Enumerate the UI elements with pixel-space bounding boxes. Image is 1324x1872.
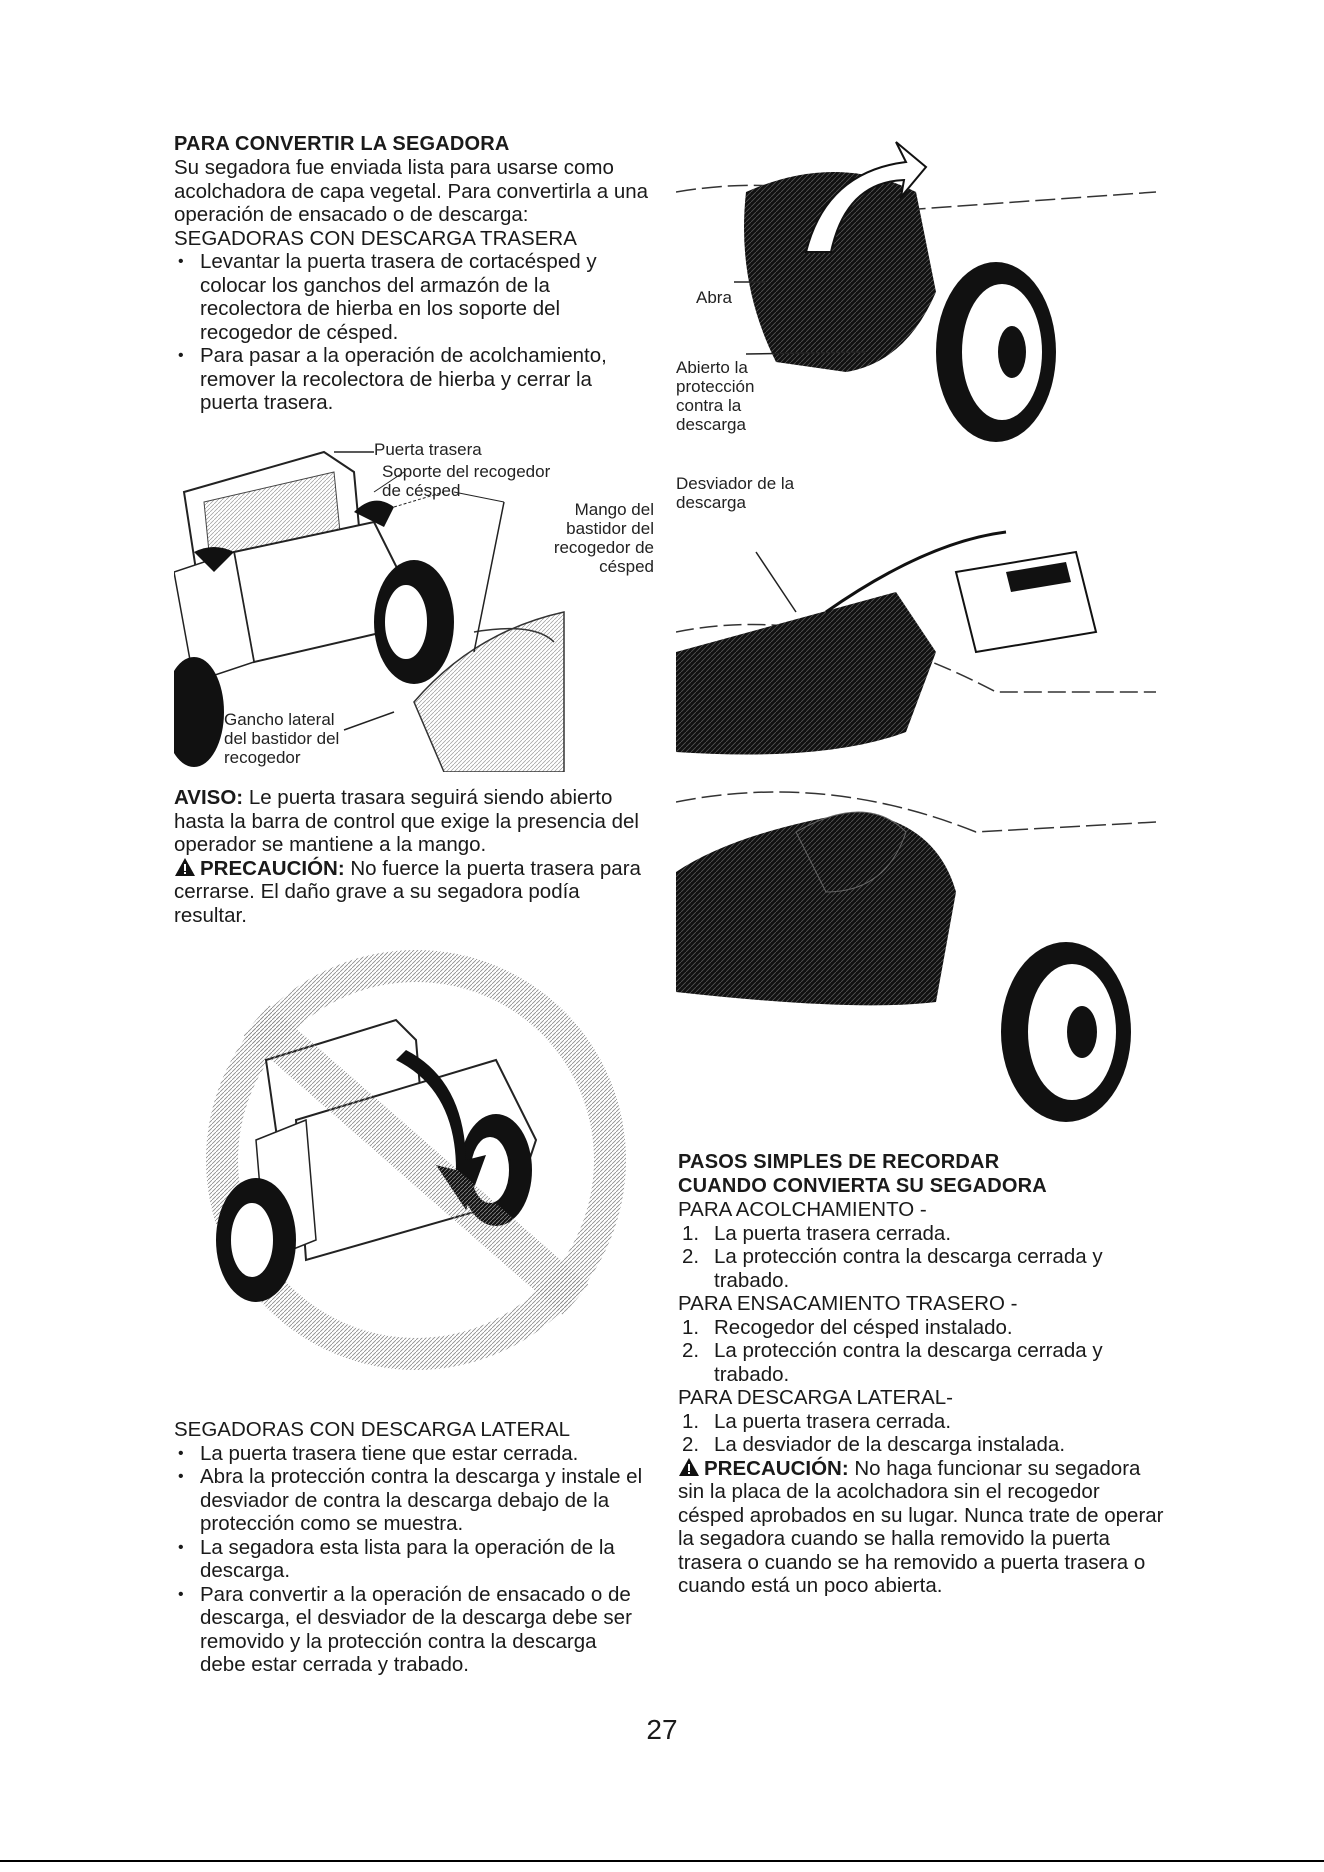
catcher-frame-handle-label: Mango del bastidor del recogedor de césped — [553, 500, 654, 576]
section-heading: PARA CONVERTIR LA SEGADORA — [174, 133, 510, 155]
mulching-list — [678, 1222, 1164, 1293]
steps-heading-1: PASOS SIMPLES DE RECORDAR — [678, 1151, 1000, 1173]
mulching-title: PARA ACOLCHAMIENTO - — [678, 1198, 927, 1221]
notice-text: Le puerta trasara seguirá siendo abierto hasta la barra de control que exige la presencia del operador se mantiene a la mango. — [174, 786, 639, 856]
bottom-rule — [0, 1860, 1324, 1862]
side-bullets — [174, 1442, 644, 1677]
caution-paragraph — [174, 857, 654, 928]
rear-discharge-title: SEGADORAS CON DESCARGA TRASERA — [174, 226, 577, 250]
caution-text: No fuerce la puerta trasera para cerrarse. El daño grave a su segadora podía resultar. — [174, 856, 641, 927]
side-discharge-steps-title: PARA DESCARGA LATERAL- — [678, 1386, 953, 1409]
bagging-list — [678, 1316, 1164, 1387]
list-item: 1. La puerta trasera cerrada. — [682, 1409, 952, 1433]
steps-heading-2: CUANDO CONVIERTA SU SEGADORA — [678, 1175, 1047, 1197]
list-item: 1. La puerta trasera cerrada. — [682, 1221, 952, 1245]
notice-paragraph — [174, 786, 654, 857]
discharge-guard-open-label: Abierto la protección contra la descarga — [676, 358, 755, 434]
side-discharge-section — [174, 1418, 644, 1677]
list-item: 2. La protección contra la descarga cerrada y trabado. — [682, 1339, 1103, 1386]
caution-label-2: PRECAUCIÓN: — [704, 1456, 849, 1480]
notice-label: AVISO: — [174, 786, 244, 809]
do-not-force-illustration — [196, 940, 636, 1380]
list-item: • Para convertir a la operación de ensacado o de descarga, el desviador de la descarga debe ser removido y la protección contra la descarga debe estar cerrada y trabado. — [174, 1583, 644, 1677]
warning-triangle-icon — [678, 1457, 700, 1477]
bagging-title: PARA ENSACAMIENTO TRASERO - — [678, 1292, 1018, 1315]
rear-bullets — [174, 250, 654, 415]
list-item: • Levantar la puerta trasera de cortacésped y colocar los ganchos del armazón de la recolectora de hierba en los soporte del recogedor de césped. — [174, 250, 654, 344]
catcher-support-label: Soporte del recogedor de césped — [382, 462, 551, 500]
grass-catcher-figure — [174, 432, 654, 772]
side-discharge-list — [678, 1410, 1164, 1457]
discharge-figures — [676, 132, 1162, 1132]
list-item: 1. Recogedor del césped instalado. — [682, 1315, 1013, 1339]
steps-section — [678, 1150, 1164, 1598]
list-item: • La segadora esta lista para la operación de la descarga. — [174, 1536, 644, 1583]
side-discharge-title: SEGADORAS CON DESCARGA LATERAL — [174, 1418, 571, 1441]
side-discharge-illustrations — [676, 132, 1162, 1132]
discharge-deflector-label: Desviador de la descarga — [676, 474, 795, 512]
list-item: • La puerta trasera tiene que estar cerrada. — [174, 1442, 644, 1466]
caution-text-2: No haga funcionar su segadora sin la placa de la acolchadora sin el recogedor césped aprobados en su lugar. Nunca trate de operar la segadora cuando se halla removido la puerta trasera o cuando se ha removido a puerta trasera o cuando está un poco abierta. — [678, 1456, 1164, 1597]
notice-block — [174, 786, 654, 927]
caution-paragraph-2 — [678, 1457, 1164, 1598]
list-item: • Abra la protección contra la descarga y instale el desviador de contra la descarga debajo de la protección como se muestra. — [174, 1465, 644, 1536]
list-item: 2. La desviador de la descarga instalada. — [682, 1433, 1066, 1456]
rear-door-label: Puerta trasera — [374, 440, 482, 459]
warning-triangle-icon — [174, 857, 196, 877]
side-hook-label: Gancho lateral del bastidor del recogedor — [224, 710, 340, 767]
list-item: • Para pasar a la operación de acolchamiento, remover la recolectora de hierba y cerrar la puerta trasera. — [174, 344, 654, 415]
conversion-section — [174, 132, 654, 415]
open-label: Abra — [696, 288, 732, 307]
page-number: 27 — [646, 1714, 678, 1745]
prohibited-figure — [196, 940, 636, 1380]
list-item: 2. La protección contra la descarga cerrada y trabado. — [682, 1245, 1103, 1292]
intro-paragraph: Su segadora fue enviada lista para usarse como acolchadora de capa vegetal. Para convertirla a una operación de ensacado o de descarga: — [174, 156, 649, 226]
caution-label: PRECAUCIÓN: — [200, 856, 345, 880]
